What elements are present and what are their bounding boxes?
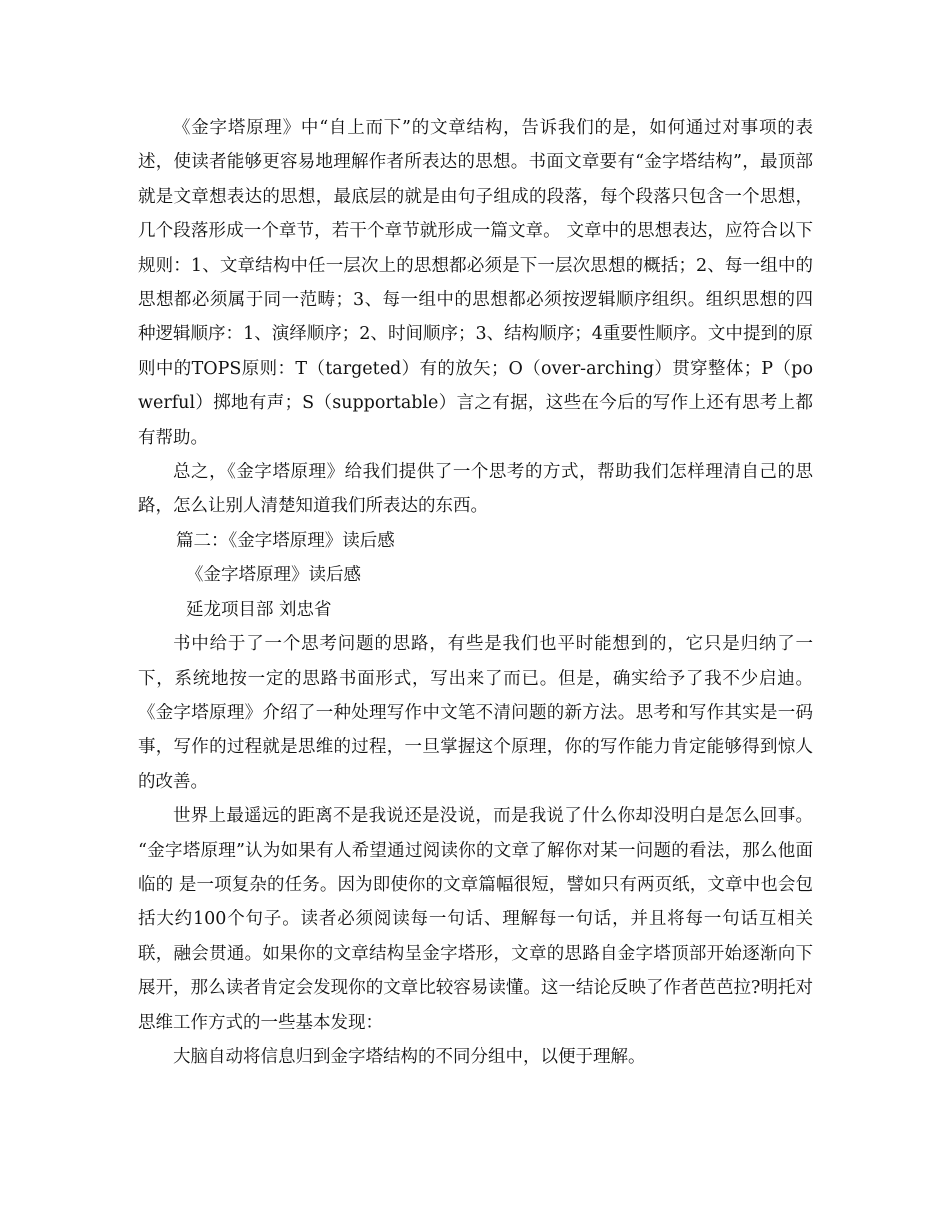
article-author: 延龙项目部 刘忠省 [186,599,332,620]
paragraph-conclusion: 总之，《金字塔原理》给我们提供了一个思考的方式，帮助我们怎样理清自己的思路，怎么让别人清楚知道我们所表达的东西。 [138,462,813,517]
document-page [138,111,813,1074]
paragraph-pyramid-structure: 《金字塔原理》中“自上而下”的文章结构，告诉我们的是，如何通过对事项的表述，使读者能够更容易地理解作者所表达的思想。书面文章要有“金字塔结构”，最顶部就是文章想表达的思想，最底层的就是由句子组成的段落，每个段落只包含一个思想，几个段落形成一个章节，若干个章节就形成一篇文章。 文章中的思想表达，应符合以下规则：1、文章结构中任一层次上的思想都必须是下一层次思想的概括；2、每一组中的思想都必须属于同一范畴；3、每一组中的思想都必须按逻辑顺序组织。组织思想的四种逻辑顺序：1、演绎顺序；2、时间顺序；3、结构顺序；4重要性顺序。文中提到的原则中的TOPS原则：T（targeted）有的放矢；O（over-arching）贯穿整体；P（powerful）掷地有声；S（supportable）言之有据，这些在今后的写作上还有思考上都有帮助。 [138,118,813,448]
paragraph-farthest-distance: 世界上最遥远的距离不是我说还是没说，而是我说了什么你却没明白是怎么回事。 “金字塔原理”认为如果有人希望通过阅读你的文章了解你对某一问题的看法，那么他面临的 是一项复杂的任务。因为即使你的文章篇幅很短，譬如只有两页纸，文章中也会包括大约100个句子。读者必须阅读每一句话、理解每一句话，并且将每一句话互相关联，融会贯通。如果你的文章结构呈金字塔形，文章的思路自金字塔顶部开始逐渐向下展开，那么读者肯定会发现你的文章比较容易读懂。这一结论反映了作者芭芭拉?明托对思维工作方式的一些基本发现： [138,806,813,1033]
paragraph-brain-grouping: 大脑自动将信息归到金字塔结构的不同分组中，以便于理解。 [173,1046,646,1067]
article-title: 《金字塔原理》读后感 [186,565,361,586]
paragraph-book-thinking: 书中给于了一个思考问题的思路，有些是我们也平时能想到的，它只是归纳了一下，系统地按一定的思路书面形式，写出来了而已。但是，确实给予了我不少启迪。 《金字塔原理》介绍了一种处理写作中文笔不清问题的新方法。思考和写作其实是一码事，写作的过程就是思维的过程，一旦掌握这个原理，你的写作能力肯定能够得到惊人的改善。 [138,634,813,792]
section-heading-part-two: 篇二：《金字塔原理》读后感 [176,530,395,551]
